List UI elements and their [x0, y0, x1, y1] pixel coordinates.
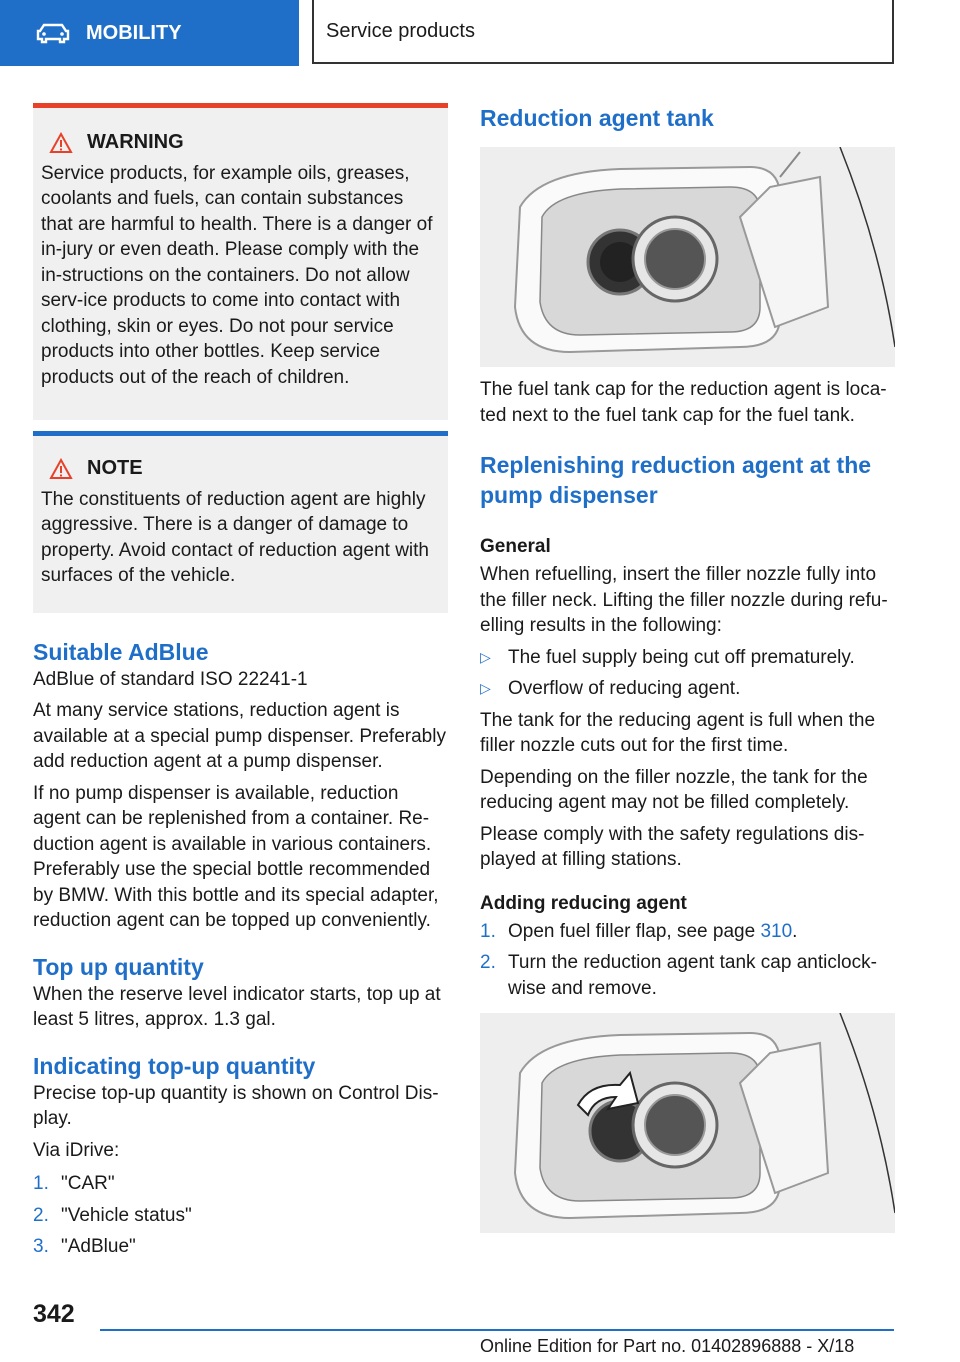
- note-heading: [41, 456, 440, 482]
- list-item: 3. "AdBlue": [33, 1236, 136, 1257]
- warning-heading: [41, 130, 440, 156]
- tank-cap-drawing: [480, 147, 895, 367]
- suitable-heading: Suitable AdBlue: [33, 638, 209, 665]
- left-column: [33, 103, 448, 1266]
- page-link[interactable]: 310: [760, 920, 793, 942]
- section-title: MOBILITY: [86, 21, 182, 44]
- indicating-heading: Indicating top-up quantity: [33, 1052, 316, 1079]
- idrive-steps: [33, 1171, 448, 1260]
- adding-title: Adding reducing agent: [480, 892, 687, 914]
- footer-edition: Online Edition for Part no. 01402896888 - X/18: [480, 1336, 855, 1356]
- triangle-bullet-icon: ▷: [480, 648, 491, 665]
- note-bar: [33, 431, 448, 436]
- safety-text: Please comply with the safety regulations dis-played at filling stations.: [480, 823, 865, 870]
- tank-cap-image: [480, 147, 895, 367]
- right-column: [480, 103, 895, 1233]
- general-bullets: [480, 645, 895, 702]
- depending-text: Depending on the filler nozzle, the tank for the reducing agent may not be filled completely.: [480, 766, 868, 813]
- general-text: When refuelling, insert the filler nozzle fully into the filler neck. Lifting the filler nozzle during refu-elling results in the following:: [480, 564, 888, 636]
- warning-bar: [33, 103, 448, 108]
- general-title: General: [480, 536, 551, 557]
- warning-box: [33, 103, 448, 420]
- suitable-paragraph-1: At many service stations, reduction agent is available at a special pump dispenser. Preferably add reduction agent at a pump dispenser.: [33, 700, 446, 772]
- car-icon: [36, 22, 70, 44]
- list-item: ▷ The fuel supply being cut off prematurely.: [480, 645, 895, 671]
- note-title: NOTE: [87, 457, 143, 479]
- topup-text: When the reserve level indicator starts, top up at least 5 litres, approx. 1.3 gal.: [33, 983, 441, 1030]
- topup-heading: Top up quantity: [33, 953, 204, 980]
- page-number: 342: [33, 1300, 75, 1328]
- warning-icon: [49, 132, 73, 154]
- note-box: [33, 431, 448, 613]
- suitable-paragraph-2: If no pump dispenser is available, reduction agent can be replenished from a container. Re-duction agent is available in various containers. Preferably use the special bottle recommended by BMW. With this bottle and its special adapter, reduction agent can be topped up conveniently.: [33, 782, 439, 931]
- tank-cap-remove-image: [480, 1013, 895, 1233]
- tank-heading: Reduction agent tank: [480, 105, 714, 131]
- suitable-standard: AdBlue of standard ISO 22241-1: [33, 668, 308, 690]
- list-item: ▷ Overflow of reducing agent.: [480, 676, 895, 702]
- chapter-title: Service products: [326, 19, 475, 42]
- chapter-header: [312, 0, 894, 64]
- indicating-text: Precise top-up quantity is shown on Control Dis-play.: [33, 1082, 439, 1129]
- list-item: 1. "CAR": [33, 1173, 115, 1194]
- list-item: 2. "Vehicle status": [33, 1204, 192, 1226]
- section-tab[interactable]: [0, 0, 299, 66]
- warning-title: WARNING: [87, 131, 184, 153]
- warning-text: Service products, for example oils, greases, coolants and fuels, can contain substances that are harmful to health. There is a danger of in-jury or even death. Please comply with the in-structions on the containers. Do not allow serv-ice products to come into contact with clothing, skin or eyes. Do not pour service products into other bottles. Keep service products out of the reach of children.: [41, 162, 433, 388]
- full-text: The tank for the reducing agent is full when the filler nozzle cuts out for the first time.: [480, 709, 876, 756]
- list-item: 2. Turn the reduction agent tank cap anticlock-wise and remove.: [480, 952, 877, 999]
- caution-icon: [49, 458, 73, 480]
- adding-steps: [480, 919, 895, 1002]
- replenish-heading: Replenishing reduction agent at the pump dispenser: [480, 452, 872, 508]
- tank-cap-remove-drawing: [480, 1013, 895, 1233]
- list-item: 1. Open fuel filler flap, see page 310.: [480, 920, 798, 942]
- tank-caption: The fuel tank cap for the reduction agent is loca-ted next to the fuel tank cap for the fuel tank.: [480, 379, 887, 426]
- triangle-bullet-icon: ▷: [480, 680, 491, 696]
- note-text: The constituents of reduction agent are highly aggressive. There is a danger of damage to property. Avoid contact of reduction agent with surfaces of the vehicle.: [41, 488, 429, 586]
- idrive-label: Via iDrive:: [33, 1139, 120, 1161]
- footer-divider: [100, 1329, 894, 1331]
